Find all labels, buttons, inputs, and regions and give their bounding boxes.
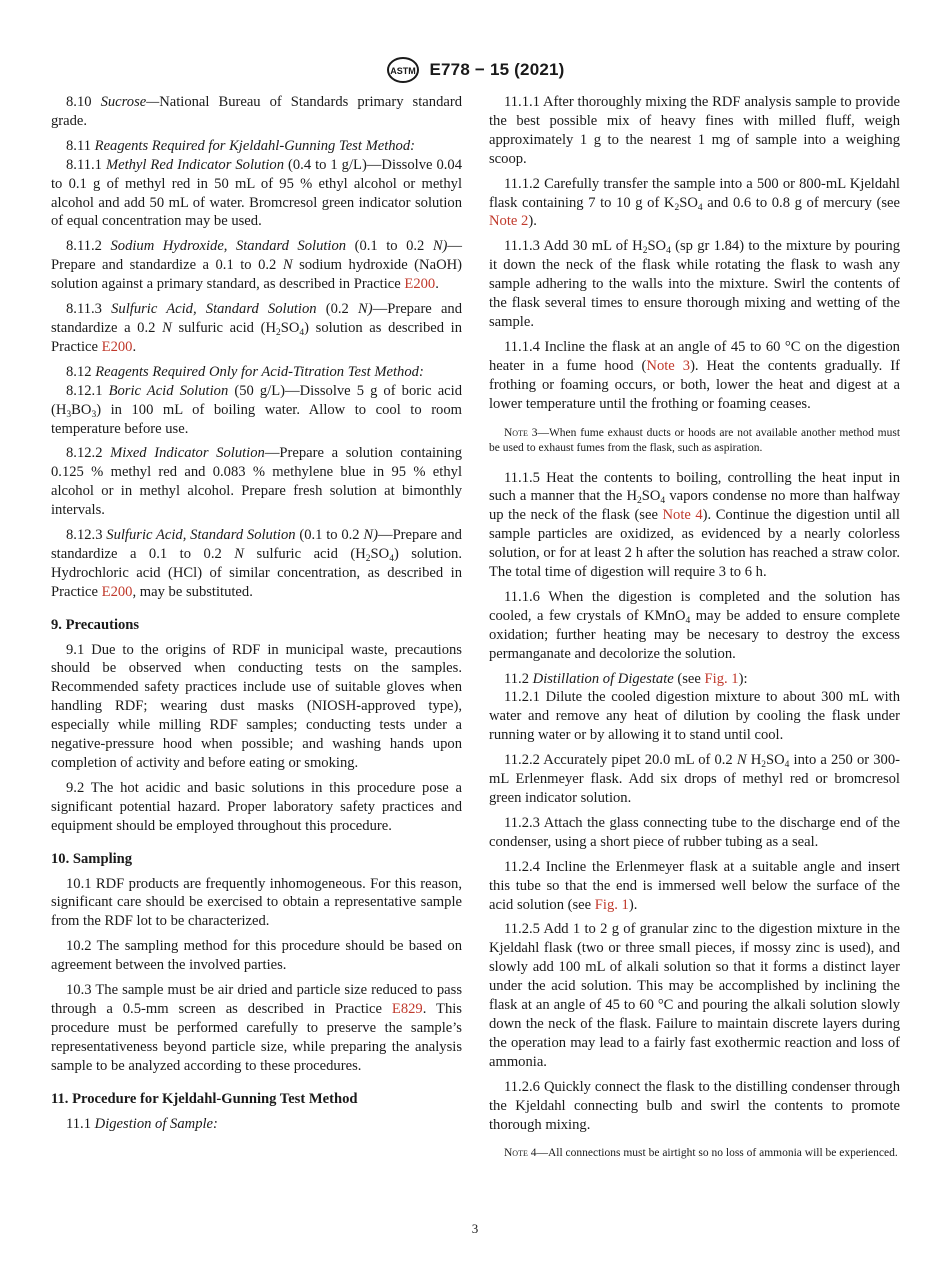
section-11-1: 11.1 Digestion of Sample:: [66, 1115, 218, 1132]
page-header: [0, 56, 950, 84]
section-8-11-1: 8.11.1 Methyl Red Indicator Solution (0.4 to 1 g/L)—Dissolve 0.04 to 0.1 g of methyl red in 50 mL of 95 % ethyl alcohol or methyl alcohol and add 50 mL of water. Bromcresol green indicator solution of equal concentration may be used.: [51, 156, 462, 230]
section-11-1-3: 11.1.3 Add 30 mL of $H_2SO_4$ (sp gr 1.84) to the mixture by pouring it down the neck of the flask while rotating the flask to wash any sample adhering to the walls into the mixture. Swirl the contents of the flask several times to ensure thorough mixing and wetting of the sample.: [489, 238, 901, 330]
section-11-2-1: 11.2.1 Dilute the cooled digestion mixture to about 300 mL with water and remove any heat of dilution by cooling the flask under running water or by allowing it to stand until cool.: [489, 689, 900, 744]
section-10-2: 10.2 The sampling method for this procedure should be based on agreement between the involved parties.: [51, 938, 463, 974]
section-11-2-2: 11.2.2 Accurately pipet 20.0 mL of 0.2 N $H_2SO_4$ into a 250 or 300-mL Erlenmeyer flask. Add six drops of methyl red or bromcresol green indicator solution.: [489, 752, 900, 806]
section-11-2-3: 11.2.3 Attach the glass connecting tube to the discharge end of the condenser, using a short piece of rubber tubing as a seal.: [489, 814, 900, 850]
section-10-3: 10.3 The sample must be air dried and particle size reduced to pass through a 0.5-mm screen as described in Practice E829. This procedure must be performed carefully to preserve the sample’s representativeness beyond particle size, while preparing the analysis sample to be analyzed according to these procedures.: [51, 982, 463, 1074]
ref-note-2[interactable]: Note 2: [489, 213, 529, 230]
section-8-12-2: 8.12.2 Mixed Indicator Solution—Prepare a solution containing 0.125 % methyl red and 0.083 % methylene blue in 95 % ethyl alcohol or in methyl alcohol. Prepare fresh solution at bimonthly intervals.: [51, 445, 462, 519]
section-8-11-2: 8.11.2 Sodium Hydroxide, Standard Solution (0.1 to 0.2 N)—Prepare and standardize a 0.1 to 0.2 N sodium hydroxide (NaOH) solution against a primary standard, as described in Practice E200.: [51, 238, 463, 293]
astm-logo: [385, 56, 421, 84]
section-11-1-5: 11.1.5 Heat the contents to boiling, controlling the heat input in such a manner that the $H_2SO_4$ vapors condense no more than halfway up the neck of the flask (see Note 4). Continue the digestion until all sample particles are oxidized, as evidenced by a nearly colorless solution, or for at least 2 h after the solution has reached a straw color. The total time of digestion will require 3 to 6 h.: [489, 469, 901, 581]
section-11-2: 11.2 Distillation of Digestate (see Fig. 1):: [504, 670, 748, 687]
heading-procedure: 11. Procedure for Kjeldahl-Gunning Test Method: [51, 1090, 358, 1107]
section-11-2-5: 11.2.5 Add 1 to 2 g of granular zinc to the digestion mixture in the Kjeldahl flask (two or three small pieces, if mossy zinc is used), and slowly add 100 mL of alkali solution so that it forms a distinct layer under the acid solution. This may be accomplished by inclining the flask at an angle of 45 to 60 °C and pouring the alkali solution slowly down the neck of the flask. Failure to maintain discrete layers during the operation may lead to a fairly fast exothermic reaction and loss of ammonia.: [489, 921, 901, 1070]
ref-e200[interactable]: E200: [404, 276, 436, 293]
left-column: [51, 93, 462, 1139]
section-11-2-6: 11.2.6 Quickly connect the flask to the distilling condenser through the Kjeldahl connecting bulb and swirl the contents to promote thorough mixing.: [489, 1078, 900, 1133]
ref-note-4[interactable]: Note 4: [662, 507, 703, 524]
section-11-1-1: 11.1.1 After thoroughly mixing the RDF analysis sample to provide the best possible mix of heavy fines with milled fluff, weigh approximately 1 g to the nearest 1 mg of sample into a weighing scoop.: [489, 94, 900, 167]
ref-note-3[interactable]: Note 3: [646, 357, 691, 374]
section-8-12: 8.12 Reagents Required Only for Acid-Titration Test Method:: [66, 363, 424, 380]
right-column: [489, 93, 900, 1174]
section-8-11-3: 8.11.3 Sulfuric Acid, Standard Solution (0.2 N)—Prepare and standardize a 0.2 N sulfuric acid $(H_2SO_4)$ solution as described in Practice E200.: [51, 301, 463, 355]
section-11-1-4: 11.1.4 Incline the flask at an angle of 45 to 60 °C on the digestion heater in a fume hood (Note 3). Heat the contents gradually. If frothing or foaming occurs, or both, lower the heat and digest at a lower temperature until the frothing or foaming ceases.: [489, 338, 901, 412]
section-10-1: 10.1 RDF products are frequently inhomogeneous. For this reason, significant care should be exercised to obtain a representative sample from the RDF lot to be characterized.: [51, 875, 462, 930]
note-3: Note 3—When fume exhaust ducts or hoods are not available another method must be used to exhaust fumes from the flask, such as aspiration.: [489, 426, 901, 454]
section-11-1-6: 11.1.6 When the digestion is completed and the solution has cooled, a few crystals of KMnO$_4$ may be added to ensure complete oxidation; further heating may be necesary to destroy the excess permanganate and decolorize the solution.: [489, 588, 901, 662]
ref-e200[interactable]: E200: [101, 338, 133, 355]
note-4: Note 4—All connections must be airtight so no loss of ammonia will be experienced.: [504, 1147, 898, 1160]
ref-e829[interactable]: E829: [391, 1000, 423, 1017]
heading-sampling: 10. Sampling: [51, 850, 133, 867]
ref-e200[interactable]: E200: [101, 583, 133, 600]
document-designation: E778 − 15 (2021): [429, 60, 565, 79]
section-11-1-2: 11.1.2 Carefully transfer the sample into a 500 or 800-mL Kjeldahl flask containing 7 to 10 g of $K_2SO_4$ and 0.6 to 0.8 g of mercury (see Note 2).: [489, 175, 901, 230]
ref-fig-1[interactable]: Fig. 1: [594, 896, 629, 913]
section-8-12-3: 8.12.3 Sulfuric Acid, Standard Solution (0.1 to 0.2 N)—Prepare and standardize a 0.1 to 0.2 N sulfuric acid $(H_2SO_4)$ solution. Hydrochloric acid (HCl) of similar concentration, as described in Practice E200, may be substituted.: [51, 527, 462, 600]
section-8-12-1: 8.12.1 Boric Acid Solution (50 g/L)—Dissolve 5 g of boric acid $(H_3BO_3)$ in 100 mL of boiling water. Allow to cool to room temperature before use.: [51, 382, 463, 437]
heading-precautions: 9. Precautions: [51, 616, 140, 633]
section-9-2: 9.2 The hot acidic and basic solutions in this procedure pose a significant potential hazard. Proper laboratory safety practices and equipment should be employed throughout this procedure.: [51, 779, 462, 834]
section-8-10: 8.10 Sucrose—National Bureau of Standards primary standard grade.: [51, 94, 462, 129]
ref-fig-1[interactable]: Fig. 1: [704, 670, 739, 687]
section-8-11: 8.11 Reagents Required for Kjeldahl-Gunning Test Method:: [66, 137, 416, 154]
logo-text: ASTM: [390, 66, 417, 76]
section-11-2-4: 11.2.4 Incline the Erlenmeyer flask at a suitable angle and insert this tube so that the end is immersed well below the surface of the acid solution (see Fig. 1).: [489, 858, 900, 913]
section-9-1: 9.1 Due to the origins of RDF in municipal waste, precautions should be observed when conducting tests on the samples. Recommended safety practices include use of suitable gloves when handling RDF; wearing dust masks (NIOSH-approved type), especially while milling RDF samples; conducting tests under a negative-pressure hood when possible; and washing hands upon completion of activity and before eating or smoking.: [51, 641, 462, 771]
page-number: 3: [471, 1221, 479, 1236]
